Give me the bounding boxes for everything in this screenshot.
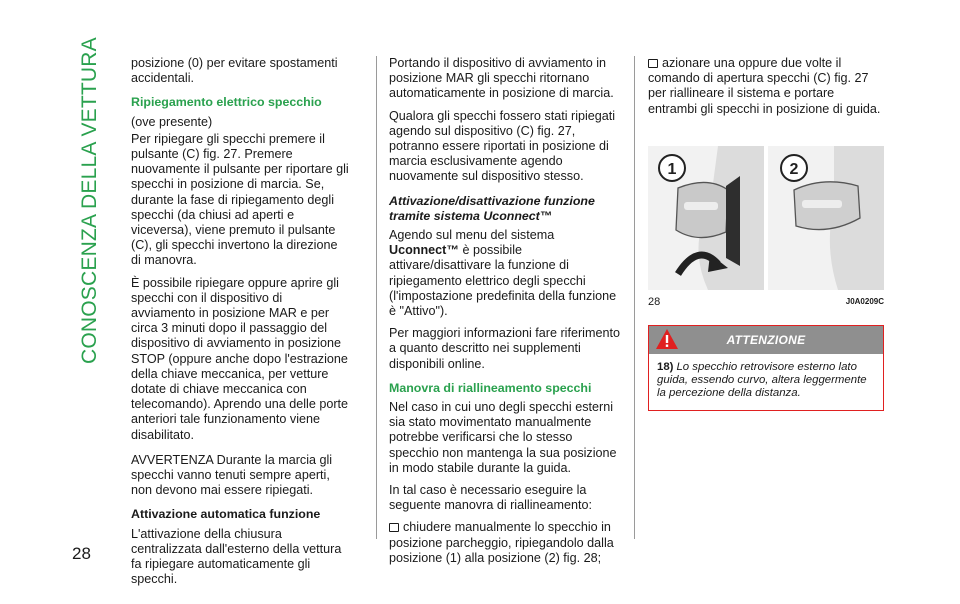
paragraph: Per ripiegare gli specchi premere il pulsante (C) fig. 27. Premere nuovamente il pulsante per riportare gli specchi in posizione di marcia. Se, durante la fase di ripiegamento degli specchi (da chiusi ad aperti e viceversa), viene premuto il pulsante (C), gli specchi invertono la direzione di manovra. — [131, 131, 349, 268]
column-3 — [648, 56, 884, 124]
figure-number: 28 — [648, 296, 661, 308]
heading-ripiegamento: Ripiegamento elettrico specchio — [131, 95, 322, 110]
warning-box — [648, 325, 884, 411]
figure-caption — [648, 296, 884, 308]
section-title: CONOSCENZA DELLA VETTURA — [78, 37, 101, 364]
column-1 — [131, 56, 349, 595]
bullet-item: azionare una oppure due volte il comando di apertura specchi (C) fig. 27 per riallineare il sistema e portare entrambi gli specchi in posizione di guida. — [648, 56, 881, 116]
mirror-figure — [648, 146, 884, 290]
warning-header — [649, 326, 883, 354]
paragraph: Nel caso in cui uno degli specchi esterni sia stato movimentato manualmente potrebbe verificarsi che lo stesso specchio non mantenga la sua posizione in modo stabile durante la guida. — [389, 400, 617, 475]
figure-label-2: 2 — [789, 161, 799, 178]
warning-title: ATTENZIONE — [726, 333, 806, 347]
mirror-illustration — [648, 146, 884, 290]
checkbox-bullet-icon — [648, 59, 658, 68]
bullet-item: chiudere manualmente lo specchio in posizione parcheggio, ripiegandolo dalla posizione (1) alla posizione (2) fig. 28; — [389, 520, 614, 565]
column-divider — [634, 56, 635, 539]
checkbox-bullet-icon — [389, 523, 399, 532]
paragraph: Per maggiori informazioni fare riferimento a quanto descritto nei supplementi disponibili online. — [389, 326, 620, 371]
paragraph-avvertenza: AVVERTENZA Durante la marcia gli specchi vanno tenuti sempre aperti, non devono mai essere ripiegati. — [131, 452, 333, 498]
paragraph: Portando il dispositivo di avviamento in posizione MAR gli specchi ritornano automaticamente in posizione di marcia. — [389, 56, 614, 101]
paragraph-uconnect: Agendo sul menu del sistema Uconnect™ è possibile attivare/disattivare la funzione di ripiegamento elettrico degli specchi (l'impostazione predefinita della funzione è "Attivo"). — [389, 228, 617, 319]
warning-body — [649, 354, 883, 400]
figure-code: J0A0209C — [845, 297, 884, 306]
heading-riallineamento: Manovra di riallineamento specchi — [389, 380, 592, 395]
uconnect-bold: Uconnect™ — [389, 243, 459, 258]
warning-number: 18) — [657, 361, 674, 373]
figure-label-1: 1 — [667, 161, 677, 178]
column-divider — [376, 56, 377, 539]
page-number: 28 — [72, 544, 91, 563]
column-2 — [389, 56, 625, 573]
warning-text: Lo specchio retrovisore esterno lato guida, essendo curvo, altera leggermente la percezione della distanza. — [657, 361, 867, 399]
paragraph: posizione (0) per evitare spostamenti accidentali. — [131, 56, 338, 86]
paragraph: L'attivazione della chiusura centralizzata dall'esterno della vettura fa ripiegare automaticamente gli specchi. — [131, 526, 342, 587]
paragraph: Qualora gli specchi fossero stati ripiegati agendo sul dispositivo (C) fig. 27, potranno essere riportati in posizione di marcia esclusivamente agendo nuovamente sul dispositivo stesso. — [389, 108, 616, 184]
paragraph: È possibile ripiegare oppure aprire gli specchi con il dispositivo di avviamento in posizione MAR e per circa 3 minuti dopo il passaggio del dispositivo di avviamento in posizione STOP (oppure anche dopo l'estrazione della chiave meccanica, per vetture dotate di chiave meccanica con telecomando). Aprendo una delle porte anteriori tale funzionamento viene disabilitato. — [131, 275, 349, 442]
heading-uconnect: Attivazione/disattivazione funzione tramite sistema Uconnect™ — [389, 193, 595, 223]
heading-attivazione: Attivazione automatica funzione — [131, 507, 321, 522]
paragraph: (ove presente) — [131, 114, 213, 129]
paragraph: In tal caso è necessario eseguire la seguente manovra di riallineamento: — [389, 483, 593, 513]
